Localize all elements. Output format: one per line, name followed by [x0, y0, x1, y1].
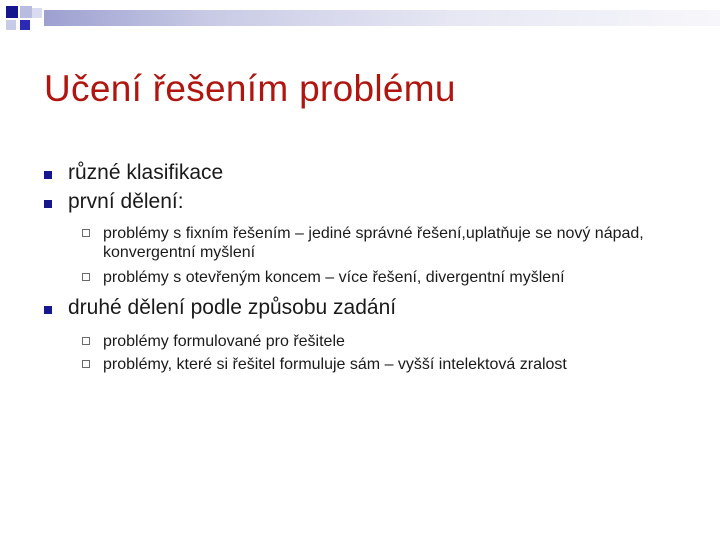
sub-bullet-item: problémy, které si řešitel formuluje sám – vyšší intelektová zralost — [103, 356, 567, 373]
hollow-square-bullet-icon — [82, 273, 90, 281]
bullet-item: různé klasifikace — [68, 161, 224, 184]
sub-bullet-item: problémy s otevřeným koncem – více řešení, divergentní myšlení — [103, 269, 565, 286]
sub-bullet-item: problémy formulované pro řešitele — [103, 333, 345, 350]
slide-title: Učení řešením problému — [44, 68, 456, 109]
bullet-item: první dělení: — [68, 190, 184, 213]
square-bullet-icon — [44, 171, 52, 179]
sub-bullet-item: problémy s fixním řešením – jediné správné řešení,uplatňuje se nový nápad, konvergentní myšlení — [103, 225, 644, 261]
hollow-square-bullet-icon — [82, 229, 90, 237]
square-bullet-icon — [44, 200, 52, 208]
bullet-item: druhé dělení podle způsobu zadání — [68, 296, 397, 319]
square-bullet-icon — [44, 306, 52, 314]
hollow-square-bullet-icon — [82, 360, 90, 368]
hollow-square-bullet-icon — [82, 337, 90, 345]
